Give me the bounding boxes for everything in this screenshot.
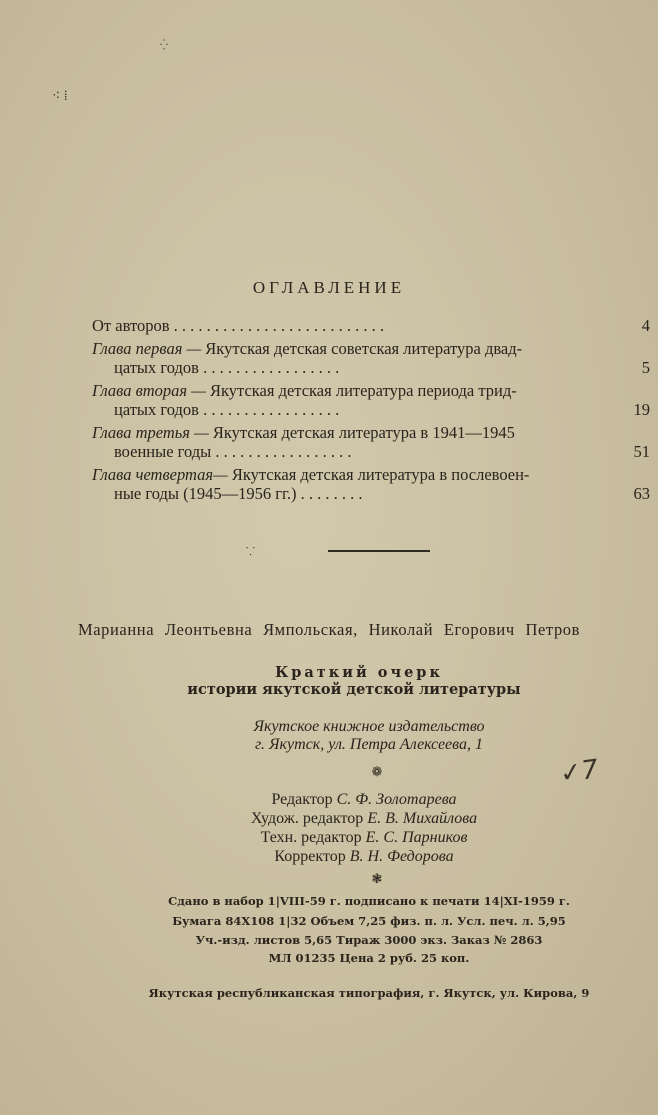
table-of-contents <box>92 316 652 507</box>
toc-entry <box>92 465 652 503</box>
credit-line <box>0 790 658 809</box>
ink-speck: ⁖ ⁞ <box>52 89 68 104</box>
toc-page-number: 5 <box>641 358 650 377</box>
toc-chapter-label: Глава первая — <box>92 339 202 358</box>
imprint-line: Бумага 84Х108 1|32 Объем 7,25 физ. п. л. Усл. печ. л. 5,95 <box>172 914 566 928</box>
publisher-address: г. Якутск, ул. Петра Алексеева, 1 <box>255 736 483 753</box>
credit-name: Е. С. Парников <box>365 829 468 846</box>
toc-page-number: 19 <box>633 400 650 419</box>
toc-entry-text: Якутская детская литература в послевоен- <box>231 465 530 484</box>
toc-page-number: 51 <box>633 442 650 461</box>
credits-block <box>0 790 658 866</box>
toc-entry <box>92 316 652 335</box>
credit-role: Техн. редактор <box>260 829 362 846</box>
toc-chapter-label: Глава третья — <box>92 423 209 442</box>
ornament-icon: ❁ <box>371 764 383 779</box>
toc-chapter-label: Глава вторая — <box>92 381 206 400</box>
toc-entry-text: Якутская детская советская литература двад- <box>205 339 523 358</box>
book-title-line-1: Краткий очерк <box>275 664 443 681</box>
toc-entry <box>92 423 652 461</box>
ink-speck: ⸪ <box>246 546 256 558</box>
toc-entry-text: цатых годов . . . . . . . . . . . . . . . . . <box>114 358 340 377</box>
credit-role: Худож. редактор <box>250 810 364 827</box>
credit-name: В. Н. Федорова <box>349 848 454 865</box>
toc-title: ОГЛАВЛЕНИЕ <box>252 278 406 297</box>
toc-entry-text: цатых годов . . . . . . . . . . . . . . . . . <box>114 400 340 419</box>
handwritten-mark: ✓7 <box>558 754 601 790</box>
section-divider <box>328 550 430 552</box>
credit-line <box>0 809 658 828</box>
credit-line <box>0 847 658 866</box>
imprint-line: Сдано в набор 1|VIII-59 г. подписано к печати 14|XI-1959 г. <box>168 894 570 908</box>
credit-role: Редактор <box>271 791 333 808</box>
toc-page-number: 63 <box>633 484 650 503</box>
toc-page-number: 4 <box>641 316 650 335</box>
ornament-icon: ❃ <box>371 871 383 886</box>
credit-name: С. Ф. Золотарева <box>336 791 457 808</box>
toc-entry <box>92 381 652 419</box>
toc-entry-text: Якутская детская литература периода трид- <box>210 381 517 400</box>
imprint-line: МЛ 01235 Цена 2 руб. 25 коп. <box>268 951 470 965</box>
credit-line <box>0 828 658 847</box>
toc-chapter-label: Глава четвертая— <box>92 465 228 484</box>
toc-entry <box>92 339 652 377</box>
publisher-name: Якутское книжное издательство <box>253 718 485 735</box>
toc-entry-text: военные годы . . . . . . . . . . . . . . . . . <box>114 442 352 461</box>
imprint-line: Уч.-изд. листов 5,65 Тираж 3000 экз. Заказ № 2863 <box>195 933 543 947</box>
toc-entry-text: Якутская детская литература в 1941—1945 <box>212 423 515 442</box>
ink-speck: ⁛ <box>160 40 168 51</box>
printer-line: Якутская республиканская типография, г. Якутск, ул. Кирова, 9 <box>148 986 590 1000</box>
credit-role: Корректор <box>274 848 346 865</box>
authors-line: Марианна Леонтьевна Ямпольская, Николай Егорович Петров <box>77 620 581 639</box>
book-title-line-2: истории якутской детской литературы <box>187 681 521 698</box>
toc-entry-text: ные годы (1945—1956 гг.) . . . . . . . . <box>114 484 363 503</box>
toc-entry-text: От авторов . . . . . . . . . . . . . . . . . . . . . . . . . . <box>92 316 384 335</box>
credit-name: Е. В. Михайлова <box>367 810 478 827</box>
